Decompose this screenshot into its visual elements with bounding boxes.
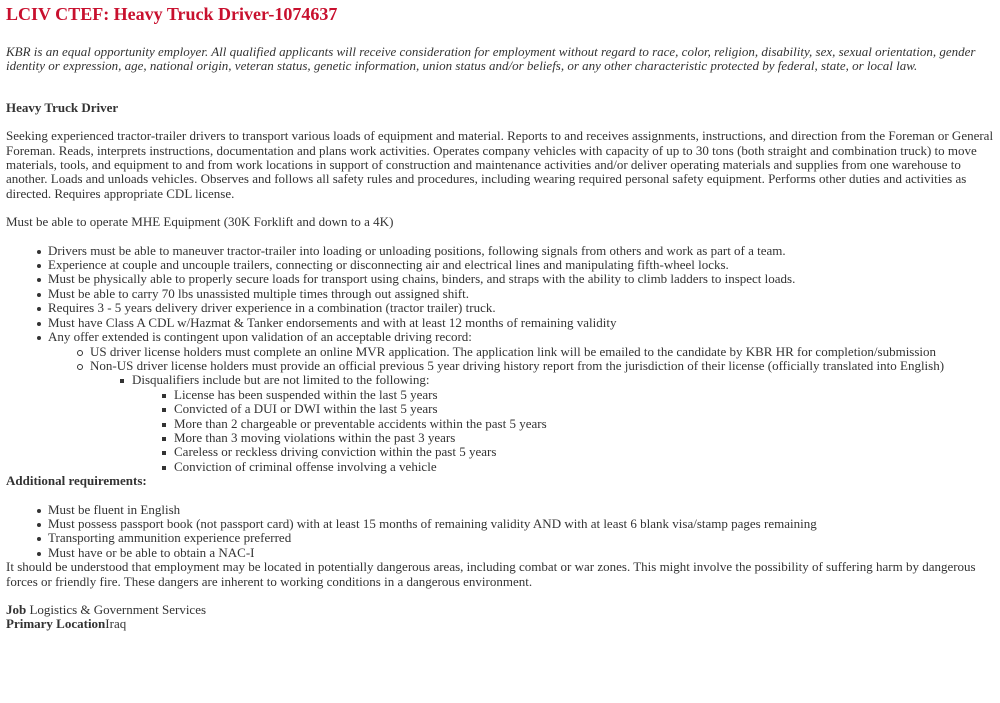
list-item-text: Must have Class A CDL w/Hazmat & Tanker endorsements and with at least 12 months of remaining validity <box>48 314 617 330</box>
disqualifier-text: Conviction of criminal offense involving a vehicle <box>174 458 437 474</box>
page-title: LCIV CTEF: Heavy Truck Driver-1074637 <box>6 4 338 24</box>
disqualifier-text: Careless or reckless driving conviction within the past 5 years <box>174 444 497 460</box>
primary-location <box>6 617 994 631</box>
list-item <box>6 531 994 545</box>
list-item-text: Transporting ammunition experience preferred <box>48 530 292 546</box>
list-item <box>6 330 994 474</box>
list-item <box>6 258 994 272</box>
list-item <box>132 460 994 474</box>
list-item-text: Must be able to carry 70 lbs unassisted multiple times through out assigned shift. <box>48 285 470 301</box>
list-item <box>6 287 994 301</box>
list-item <box>132 388 994 402</box>
list-item-text: Any offer extended is contingent upon validation of an acceptable driving record: <box>48 329 472 345</box>
list-item-text: Must be fluent in English <box>48 501 181 517</box>
requirements-list <box>6 244 994 475</box>
disqualifier-text: License has been suspended within the last 5 years <box>174 386 438 402</box>
list-item <box>132 402 994 416</box>
list-item <box>132 417 994 431</box>
list-item <box>132 431 994 445</box>
list-item-text: Requires 3 - 5 years delivery driver experience in a combination (tractor trailer) truck. <box>48 300 496 316</box>
list-item <box>6 244 994 258</box>
list-item <box>90 373 994 474</box>
list-item-text: Must have or be able to obtain a NAC-I <box>48 544 255 560</box>
list-item <box>6 546 994 560</box>
disqualifier-text: More than 2 chargeable or preventable accidents within the past 5 years <box>174 415 547 431</box>
section-heading-description: Heavy Truck Driver <box>6 99 119 115</box>
mhe-note: Must be able to operate MHE Equipment (30K Forklift and down to a 4K) <box>6 214 394 230</box>
eeo-statement: KBR is an equal opportunity employer. All qualified applicants will receive consideration for employment without regard to race, color, religion, disability, sex, sexual orientation, gender identity or expression, age, national origin, veteran status, genetic information, union status and/or beliefs, or any other characteristic protected by federal, state, or local law. <box>6 44 976 74</box>
list-item-text: Drivers must be able to maneuver tractor-trailer into loading or unloading positions, following signals from others and work as part of a team. <box>48 242 786 258</box>
list-item <box>132 445 994 459</box>
non-us-license-requirement: Non-US driver license holders must provide an official previous 5 year driving history report from the jurisdiction of their license (officially translated into English) <box>90 357 945 373</box>
disqualifiers-intro-list <box>90 373 994 474</box>
disqualifier-text: More than 3 moving violations within the past 3 years <box>174 429 456 445</box>
primary-location-label: Primary Location <box>6 616 106 632</box>
additional-requirements-list <box>6 503 994 561</box>
disqualifiers-intro: Disqualifiers include but are not limited to the following: <box>132 372 430 388</box>
list-item-text: Must be physically able to properly secure loads for transport using chains, binders, and straps with the ability to climb ladders to inspect loads. <box>48 271 796 287</box>
disqualifiers-list <box>132 388 994 474</box>
primary-location-value: Iraq <box>105 616 127 632</box>
job-summary: Seeking experienced tractor-trailer drivers to transport various loads of equipment and material. Reports to and receives assignments, instructions, and direction from the Foreman or General Foreman. Reads, interprets instructions, documentation and plans work activities. Operates company vehicles with capacity of up to 30 tons (both straight and combination truck) to move materials, tools, and equipment to and from work locations in support of construction and maintenance activities and/or deliver operating materials and supplies from one warehouse to another. Loads and unloads vehicles. Observes and follows all safety rules and procedures, including wearing required personal safety equipment. Performs other duties and activities as directed. Requires appropriate CDL license. <box>6 128 994 201</box>
job-category-value: Logistics & Government Services <box>26 602 207 617</box>
list-item-text: Must possess passport book (not passport card) with at least 15 months of remaining validity AND with at least 6 blank visa/stamp pages remaining <box>48 515 817 531</box>
list-item <box>48 359 994 474</box>
disqualifier-text: Convicted of a DUI or DWI within the last 5 years <box>174 401 438 417</box>
driving-record-list <box>48 345 994 475</box>
list-item <box>48 345 994 359</box>
section-heading-additional: Additional requirements: <box>6 473 147 489</box>
list-item <box>6 316 994 330</box>
us-license-requirement: US driver license holders must complete an online MVR application. The application link will be emailed to the candidate by KBR HR for completion/submission <box>90 343 937 359</box>
job-category-label: Job <box>6 602 27 617</box>
list-item <box>6 503 994 517</box>
danger-notice: It should be understood that employment may be located in potentially dangerous areas, including combat or war zones. This might involve the possibility of suffering harm by dangerous forces or friendly fire. These dangers are inherent to working conditions in a dangerous environment. <box>6 559 976 589</box>
list-item-text: Experience at couple and uncouple trailers, connecting or disconnecting air and electrical lines and manipulating fifth-wheel locks. <box>48 257 729 273</box>
list-item <box>6 301 994 315</box>
list-item <box>6 272 994 286</box>
list-item <box>6 517 994 531</box>
job-category <box>6 603 994 617</box>
